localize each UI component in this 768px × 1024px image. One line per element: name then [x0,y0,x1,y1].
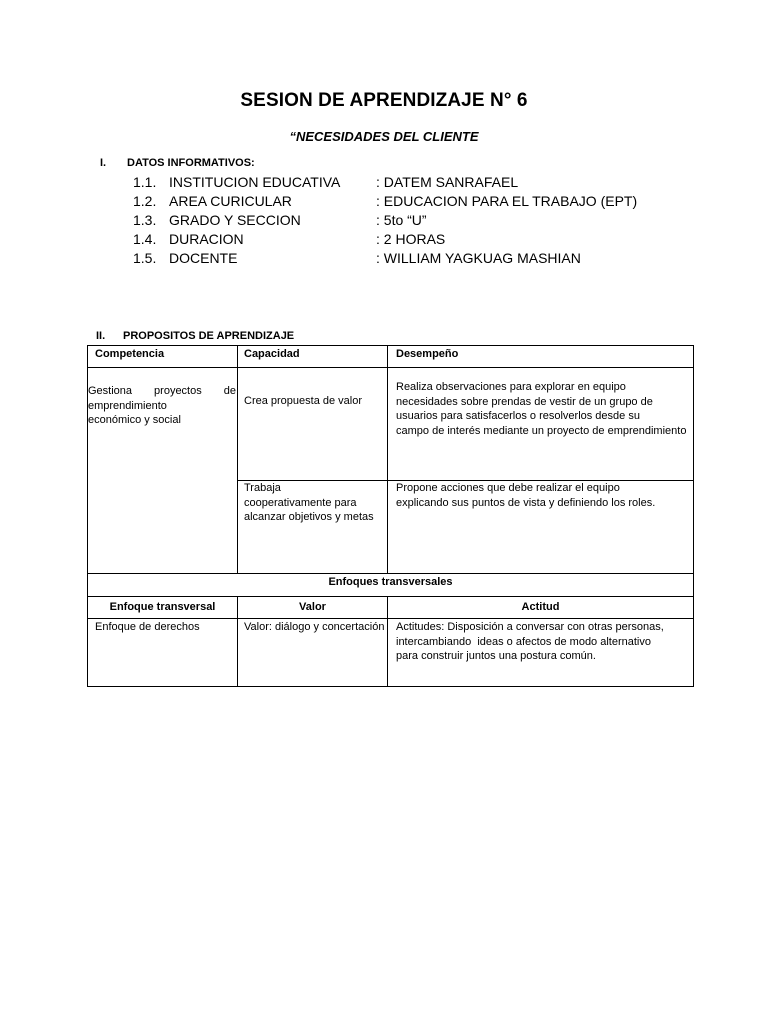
desempeno-text [388,368,693,439]
desempeno-line: explicando sus puntos de vista y definiendo los roles. [396,496,656,509]
desempeno-cell [388,481,694,574]
competencia-line: emprendimiento [88,399,167,412]
enfoques-title-row [88,574,694,597]
enfoque-text: Enfoque de derechos [95,621,200,633]
section-heading-propositos [96,330,294,342]
capacidad-text [238,481,387,526]
section-heading-datos [100,157,255,169]
section-number: II. [96,330,106,342]
capacidad-cell [238,368,388,481]
info-label: AREA CURICULAR [169,193,292,209]
info-value: : WILLIAM YAGKUAG MASHIAN [376,250,581,266]
info-label: GRADO Y SECCION [169,212,301,228]
info-number: 1.1. [133,174,157,190]
valor-text: Valor: diálogo y concertación [244,621,385,633]
enfoque-cell [88,619,238,687]
header-desempeno-text: Desempeño [396,348,459,360]
section-heading-text: PROPOSITOS DE APRENDIZAJE [123,330,295,342]
capacidad-line: Trabaja [244,482,281,494]
info-label: DOCENTE [169,250,238,266]
header-desempeno [388,346,694,368]
info-value: : 5to “U” [376,212,427,228]
valor-cell [238,619,388,687]
header-capacidad [238,346,388,368]
info-number: 1.2. [133,193,157,209]
header-valor-text: Valor [299,601,326,613]
desempeno-line: campo de interés mediante un proyecto de emprendimiento [396,424,687,437]
desempeno-line: Realiza observaciones para explorar en equipo [396,381,626,393]
actitud-line: para construir juntos una postura común. [396,650,596,662]
capacidad-line: cooperativamente para [244,496,357,509]
actitud-line: Actitudes: Disposición a conversar con otras personas, [396,621,664,633]
competencia-line: económico y social [88,414,181,426]
enfoques-title-cell [88,574,694,597]
table-header-row [88,346,694,368]
header-competencia [88,346,238,368]
actitud-line: intercambiando ideas o afectos de modo alternativo [396,635,651,648]
info-number: 1.5. [133,250,157,266]
capacidad-cell [238,481,388,574]
capacidad-line: alcanzar objetivos y metas [244,511,374,523]
document-title: SESION DE APRENDIZAJE N° 6 [240,90,528,111]
section-heading-text: DATOS INFORMATIVOS: [127,157,255,169]
header-actitud-text: Actitud [521,601,560,613]
competencia-cell [88,368,238,574]
table-row [88,619,694,687]
section-number: I. [100,157,107,169]
info-number: 1.4. [133,231,157,247]
info-number: 1.3. [133,212,157,228]
info-label: INSTITUCION EDUCATIVA [169,174,341,190]
desempeno-cell [388,368,694,481]
enfoques-header-row [88,597,694,619]
info-value: : EDUCACION PARA EL TRABAJO (EPT) [376,193,638,209]
desempeno-text [388,481,693,511]
actitud-cell [388,619,694,687]
competencia-text [88,368,237,428]
competencia-line: Gestiona proyectos de [88,385,236,397]
enfoques-title: Enfoques transversales [328,576,453,588]
propositos-table [87,345,694,687]
table-row [88,368,694,481]
header-capacidad-text: Capacidad [244,348,300,360]
info-value: : DATEM SANRAFAEL [376,174,519,190]
actitud-text [388,619,693,665]
header-enfoque [88,597,238,619]
info-label: DURACION [169,231,244,247]
header-competencia-text: Competencia [95,348,165,360]
capacidad-text: Crea propuesta de valor [244,395,363,407]
document-subtitle: “NECESIDADES DEL CLIENTE [289,129,479,144]
info-value: : 2 HORAS [376,231,446,247]
header-actitud [388,597,694,619]
header-valor [238,597,388,619]
desempeno-line: necesidades sobre prendas de vestir de un grupo de [396,395,653,408]
header-enfoque-text: Enfoque transversal [109,601,216,613]
desempeno-line: Propone acciones que debe realizar el equipo [396,482,620,494]
desempeno-line: usuarios para satisfacerlos o resolverlos desde su [396,410,640,422]
